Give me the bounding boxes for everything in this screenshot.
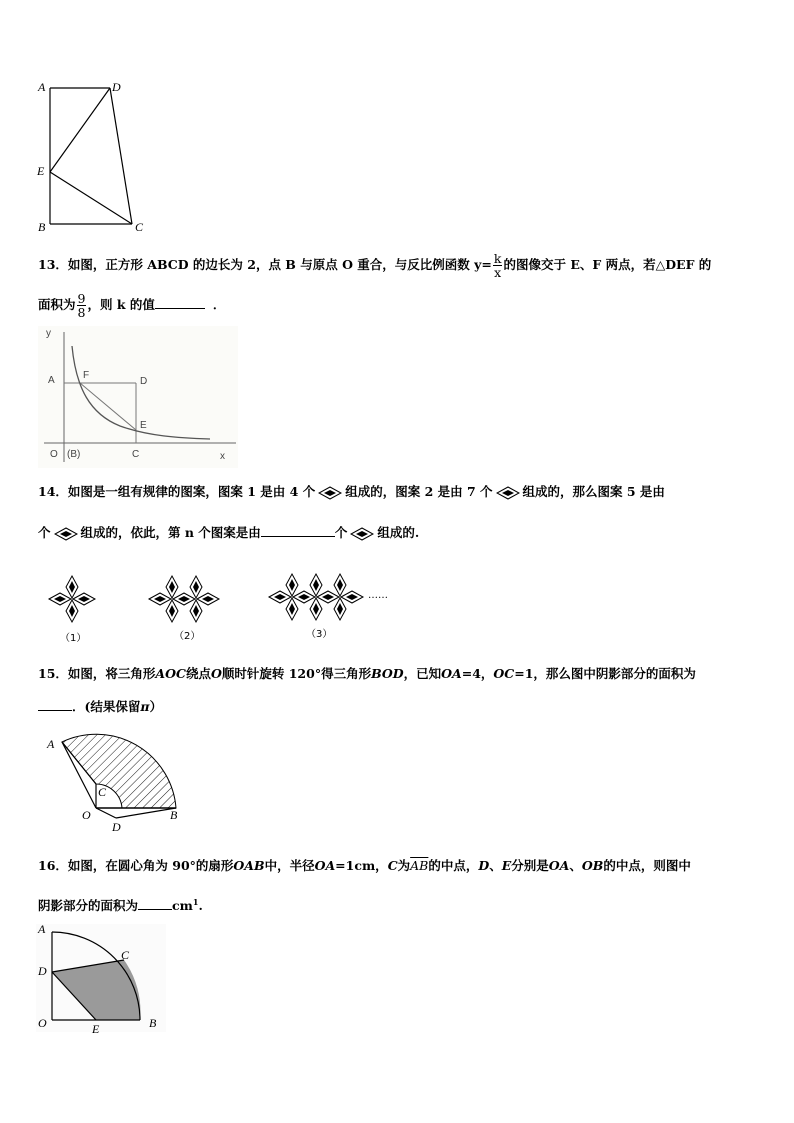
fig15-label-c: C	[98, 785, 107, 799]
fig12-label-c: C	[135, 220, 144, 234]
q15-number: 15．	[38, 666, 68, 681]
q13-text-4: ，则 k 的值	[87, 297, 155, 312]
diamond-icon	[496, 486, 520, 500]
q16-ob: OB	[581, 858, 604, 873]
fig16-label-e: E	[92, 1022, 100, 1036]
q13-line-1	[38, 252, 711, 279]
q14-line-1	[38, 483, 665, 501]
fraction-k-over-x	[493, 252, 503, 279]
q15-o: O	[210, 666, 222, 681]
q15-text-1: 如图，将三角形	[67, 666, 156, 681]
q15-oa: OA	[441, 666, 462, 681]
q13-text-5: ．	[212, 297, 226, 312]
segment-od	[96, 808, 116, 818]
graph-label-f: F	[83, 370, 90, 381]
figure-rectangle-abcd	[30, 76, 160, 241]
q13-line-2	[38, 292, 225, 319]
fig12-label-e: E	[37, 164, 45, 178]
graph-label-e: E	[140, 420, 147, 431]
q16-text-3: =1cm，	[335, 858, 388, 873]
fig12-label-d: D	[112, 80, 121, 94]
q15-text-2: 绕点	[185, 666, 211, 681]
q13-number: 13．	[38, 257, 68, 272]
figure-quarter-sector	[36, 924, 166, 1032]
q15-line-2	[38, 698, 162, 716]
q16-text-9: 的中点，则图中	[603, 858, 691, 873]
q15-pi: π	[140, 699, 150, 714]
pattern-1	[49, 576, 95, 622]
q16-c: C	[387, 858, 398, 873]
fraction-denominator: x	[494, 265, 502, 280]
shaded-region	[62, 734, 176, 808]
q14-text-5: 组成的，依此，第 n 个图案是由	[80, 525, 261, 540]
fig15-label-a: A	[47, 737, 55, 751]
segment-ec	[50, 172, 132, 224]
q14-line-2	[38, 524, 419, 542]
fig16-label-c: C	[121, 948, 130, 962]
fig15-label-d: D	[112, 820, 121, 834]
fig16-label-o: O	[38, 1016, 47, 1030]
fig16-label-a: A	[38, 922, 46, 936]
q16-line-1	[38, 857, 691, 875]
q16-number: 16．	[38, 858, 68, 873]
q16-oab: OAB	[233, 858, 265, 873]
fig15-label-b: B	[170, 808, 178, 822]
q16-text-5: 的中点，	[428, 858, 479, 873]
fig12-label-a: A	[38, 80, 46, 94]
segment-dc	[110, 88, 132, 224]
pattern-ellipsis: ……	[368, 590, 388, 601]
pattern-figures	[40, 566, 410, 630]
q15-oc: OC	[493, 666, 515, 681]
q16-d: D	[478, 858, 490, 873]
q16-text-1: 如图，在圆心角为 90°的扇形	[67, 858, 234, 873]
q16-text-4: 为	[397, 858, 411, 873]
q16-text-11: cm	[172, 898, 193, 914]
q16-text-12: .	[198, 898, 203, 914]
q14-text-7: 组成的.	[377, 525, 420, 540]
q15-text-3: 顺时针旋转 120°得三角形	[221, 666, 372, 681]
fraction-numerator: 9	[77, 291, 86, 306]
answer-blank[interactable]	[38, 698, 72, 711]
fraction-numerator: k	[493, 251, 502, 266]
pattern-2	[149, 576, 219, 622]
q15-text-7: ．(结果保留	[72, 699, 141, 714]
q15-text-8: ）	[149, 699, 163, 714]
q16-e: E	[501, 858, 512, 873]
q16-text-2: 中，半径	[264, 858, 315, 873]
figure-inverse-proportion-graph	[38, 326, 238, 468]
fraction-denominator: 8	[77, 305, 86, 320]
q16-oa: OA	[314, 858, 336, 873]
figure-background	[38, 326, 238, 468]
q14-text-6: 个	[334, 525, 348, 540]
pattern-caption-1: （1）	[60, 633, 87, 644]
pattern-caption-3: （3）	[306, 629, 333, 640]
q16-text-6: 、	[489, 858, 502, 873]
q16-text-10: 阴影部分的面积为	[38, 898, 139, 914]
q16-oa-2: OA	[548, 858, 570, 873]
answer-blank[interactable]	[138, 897, 172, 910]
q14-text-3: 组成的，那么图案 5 是由	[522, 484, 665, 499]
diamond-icon	[54, 527, 78, 541]
q14-text-4: 个	[38, 525, 51, 540]
fig16-label-b: B	[149, 1016, 157, 1030]
q13-text-1: 如图，正方形 ABCD 的边长为 2，点 B 与原点 O 重合，与反比例函数 y=	[67, 257, 492, 272]
q14-text-1: 如图是一组有规律的图案，图案 1 是由 4 个	[67, 484, 316, 499]
graph-label-o: O	[50, 449, 58, 460]
q16-text-7: 分别是	[511, 858, 549, 873]
answer-blank[interactable]	[261, 524, 335, 537]
fig16-label-d: D	[38, 964, 47, 978]
q13-text-3: 面积为	[38, 297, 76, 312]
q15-line-1	[38, 665, 696, 683]
q16-text-8: 、	[569, 858, 582, 873]
answer-blank[interactable]	[155, 296, 205, 309]
q16-line-2	[38, 893, 203, 915]
graph-label-c: C	[132, 449, 140, 460]
q15-text-4: ，已知	[403, 666, 442, 681]
q14-number: 14．	[38, 484, 68, 499]
graph-label-d: D	[140, 376, 148, 387]
graph-label-a: A	[48, 375, 55, 386]
graph-label-y: y	[46, 328, 51, 339]
fig12-label-b: B	[38, 220, 46, 234]
graph-label-x: x	[220, 451, 225, 462]
pattern-3	[269, 574, 363, 620]
fig15-label-o: O	[82, 808, 91, 822]
q14-text-2: 组成的，图案 2 是由 7 个	[345, 484, 493, 499]
q15-text-5: =4，	[461, 666, 494, 681]
segment-db	[116, 808, 176, 818]
q13-text-2: 的图像交于 E、F 两点，若△DEF 的	[503, 257, 712, 272]
diamond-icon	[318, 486, 342, 500]
q15-text-6: =1，那么图中阴影部分的面积为	[514, 666, 696, 681]
segment-ed	[50, 88, 110, 172]
q16-superscript: 1	[192, 897, 199, 907]
fraction-nine-eighths	[77, 292, 87, 319]
graph-label-b: (B)	[67, 449, 81, 460]
pattern-caption-2: （2）	[174, 631, 201, 642]
q15-aoc: AOC	[155, 666, 186, 681]
q16-arc-ab: $\overline{AB}$	[410, 858, 429, 873]
q15-bod: BOD	[371, 666, 404, 681]
diamond-icon	[350, 527, 374, 541]
